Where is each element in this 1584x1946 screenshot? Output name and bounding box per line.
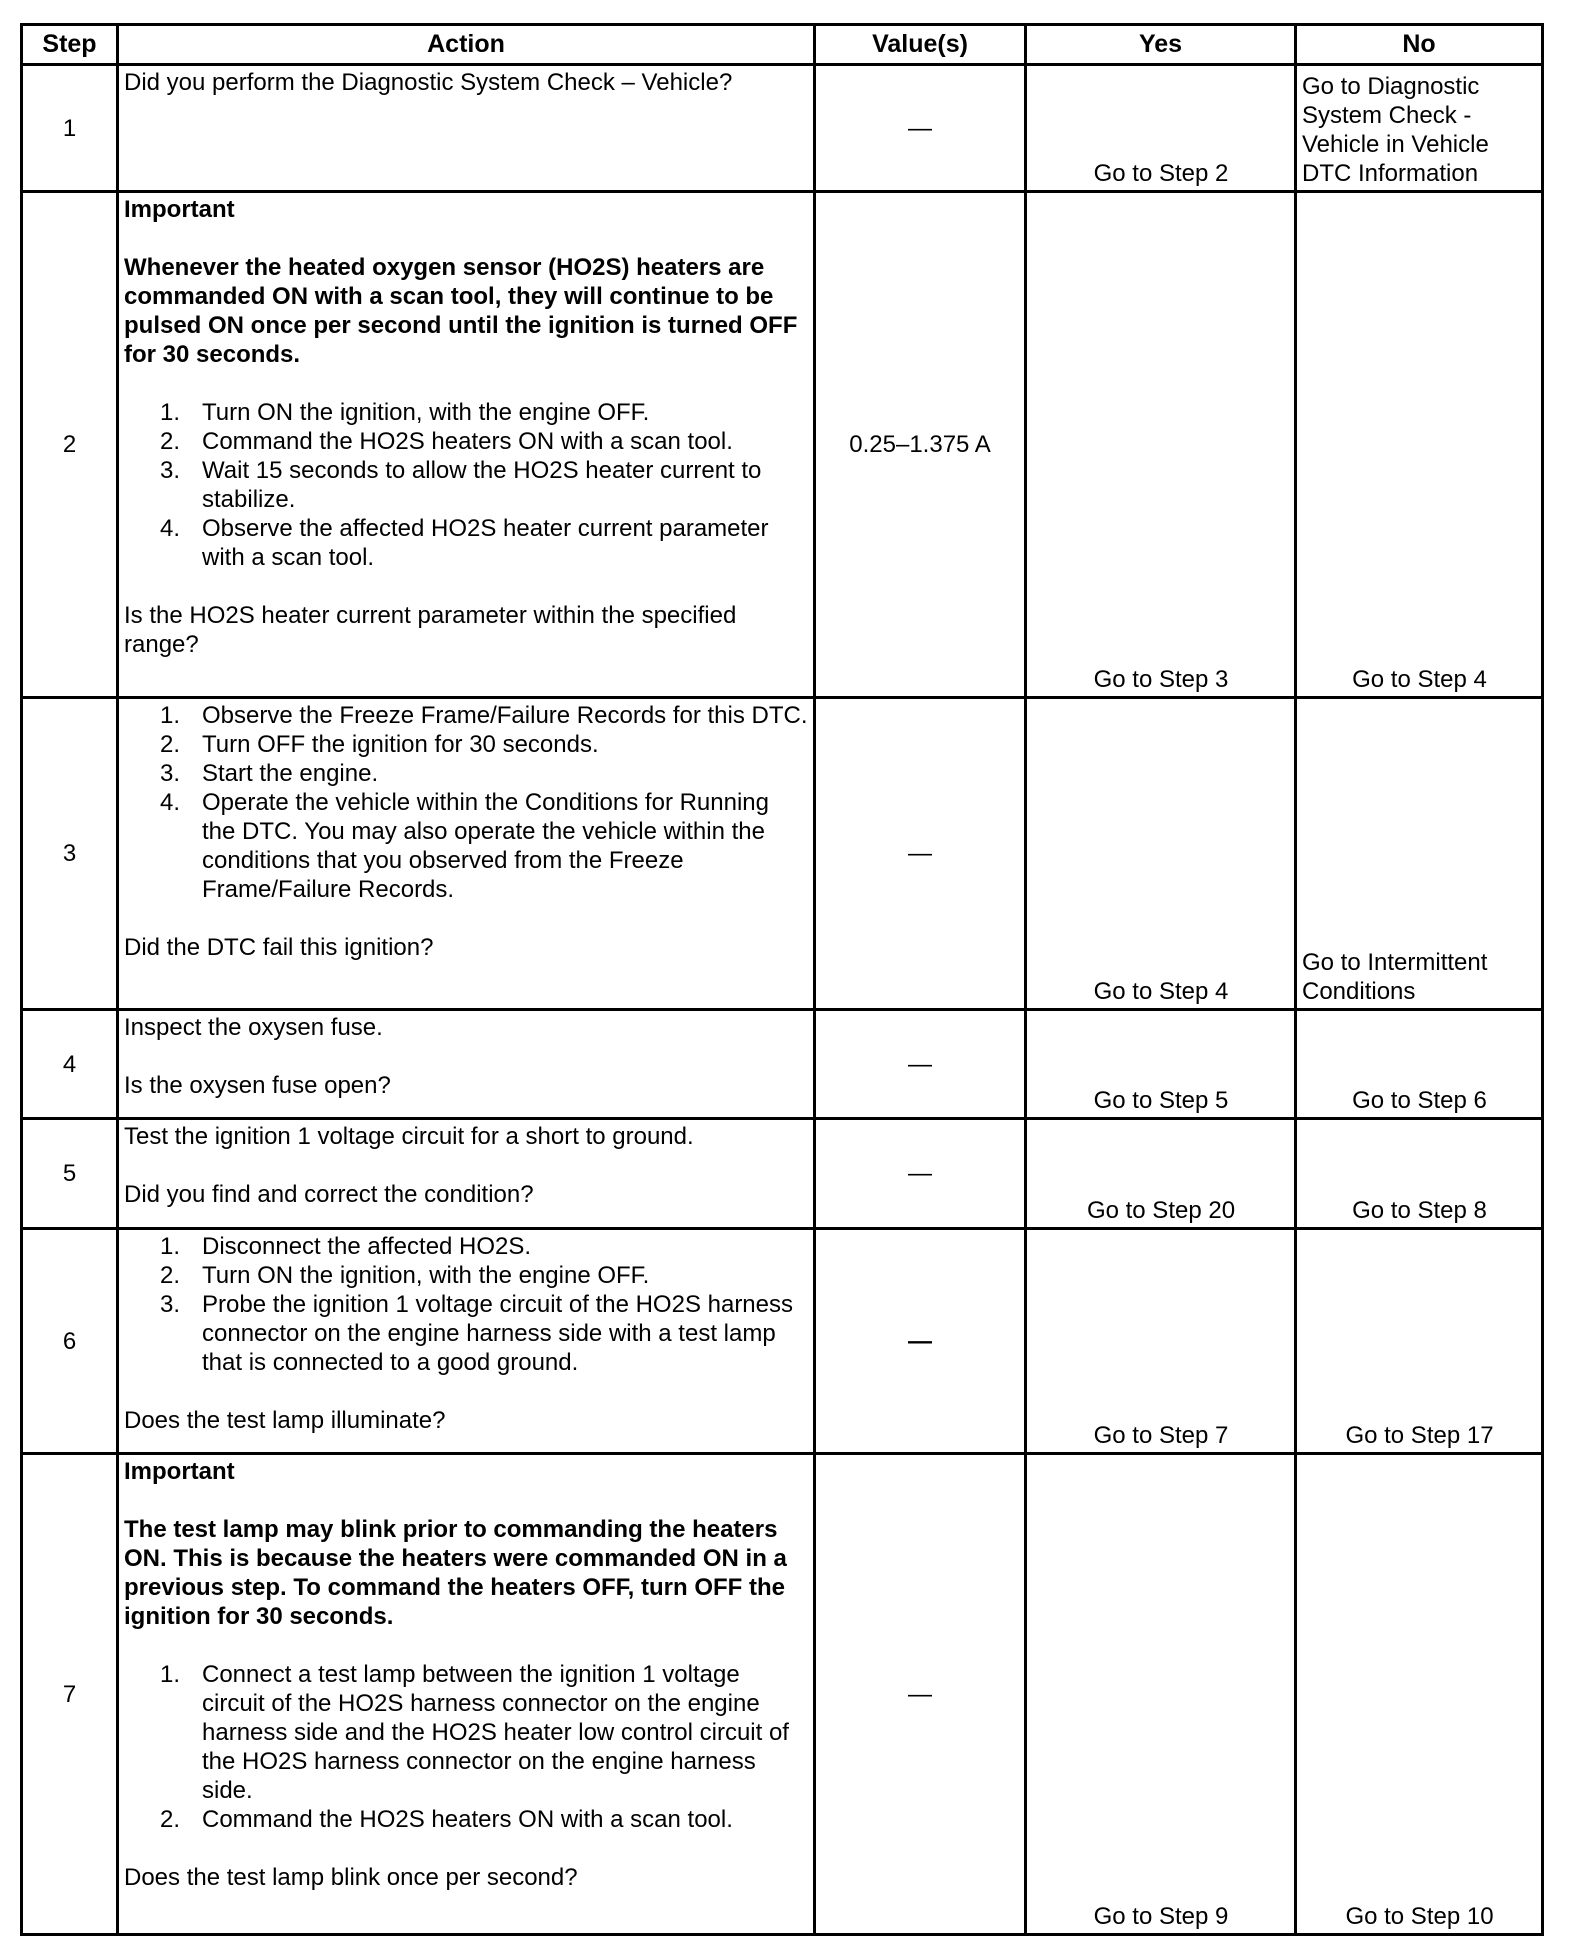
procedure-list	[124, 398, 809, 572]
question-text: Is the oxysen fuse open?	[124, 1072, 391, 1099]
value-cell: —	[815, 1119, 1026, 1229]
important-heading: Important	[124, 196, 235, 223]
important-heading: Important	[124, 1458, 235, 1485]
step-number: 5	[22, 1119, 118, 1229]
no-link[interactable]: Go to Step 4	[1352, 666, 1487, 693]
yes-link[interactable]: Go to Step 3	[1093, 666, 1229, 693]
no-link[interactable]: Go to Step 6	[1352, 1087, 1487, 1114]
question-text: Did the DTC fail this ignition?	[124, 934, 434, 961]
table-row-step-3	[22, 698, 1543, 1010]
header-step: Step	[22, 25, 118, 65]
table-row-step-6	[22, 1229, 1543, 1454]
yes-link[interactable]: Go to Step 9	[1093, 1903, 1229, 1930]
value-cell: —	[815, 65, 1026, 192]
procedure-list	[124, 701, 809, 904]
yes-link[interactable]: Go to Step 5	[1093, 1087, 1229, 1114]
header-row	[22, 25, 1543, 65]
question-text: Does the test lamp illuminate?	[124, 1407, 446, 1434]
list-item: 1. Turn ON the ignition, with the engine OFF.	[159, 399, 650, 426]
list-item: 1. Disconnect the affected HO2S.	[159, 1233, 532, 1260]
question-text: Does the test lamp blink once per second?	[124, 1864, 578, 1891]
action-text: Test the ignition 1 voltage circuit for a short to ground.	[124, 1123, 694, 1150]
yes-link[interactable]: Go to Step 4	[1093, 978, 1229, 1005]
important-note: Whenever the heated oxygen sensor (HO2S) heaters are commanded ON with a scan tool, they will continue to be pulsed ON once per second until the ignition is turned OFF for 30 seconds.	[124, 254, 798, 368]
list-item: 4. Observe the affected HO2S heater current parameter with a scan tool.	[159, 515, 769, 571]
action-text: Did you perform the Diagnostic System Check – Vehicle?	[124, 69, 733, 96]
value-cell: —	[815, 1010, 1026, 1119]
list-item: 2. Command the HO2S heaters ON with a scan tool.	[159, 428, 733, 455]
list-item: 1. Observe the Freeze Frame/Failure Records for this DTC.	[159, 702, 808, 729]
value-cell: 0.25–1.375 A	[815, 192, 1026, 698]
action-text: Inspect the oxysen fuse.	[124, 1014, 383, 1041]
no-link[interactable]: Go to Step 8	[1352, 1197, 1487, 1224]
table-row-step-5	[22, 1119, 1543, 1229]
value-cell: —	[815, 1454, 1026, 1935]
list-item: 1. Connect a test lamp between the ignition 1 voltage circuit of the HO2S harness connector on the engine harness side and the HO2S heater low control circuit of the HO2S harness connector on the engine harness side.	[159, 1661, 789, 1804]
step-number: 6	[22, 1229, 118, 1454]
important-note: The test lamp may blink prior to commanding the heaters ON. This is because the heaters were commanded ON in a previous step. To command the heaters OFF, turn OFF the ignition for 30 seconds.	[124, 1516, 787, 1630]
table-row-step-7	[22, 1454, 1543, 1935]
list-item: 2. Turn OFF the ignition for 30 seconds.	[159, 731, 599, 758]
no-link[interactable]: Go to Step 17	[1345, 1422, 1494, 1449]
no-link[interactable]: Go to Diagnostic System Check - Vehicle in Vehicle DTC Information	[1302, 73, 1489, 187]
table-row-step-2	[22, 192, 1543, 698]
list-item: 3. Start the engine.	[159, 760, 379, 787]
list-item: 2. Turn ON the ignition, with the engine OFF.	[159, 1262, 650, 1289]
header-no: No	[1296, 25, 1543, 65]
yes-link[interactable]: Go to Step 7	[1093, 1422, 1229, 1449]
list-item: 2. Command the HO2S heaters ON with a scan tool.	[159, 1806, 733, 1833]
procedure-list	[124, 1232, 809, 1377]
list-item: 4. Operate the vehicle within the Conditions for Running the DTC. You may also operate the vehicle within the conditions that you observed from the Freeze Frame/Failure Records.	[159, 789, 769, 903]
step-number: 2	[22, 192, 118, 698]
diagnostic-table	[20, 23, 1544, 1936]
list-item: 3. Probe the ignition 1 voltage circuit of the HO2S harness connector on the engine harness side with a test lamp that is connected to a good ground.	[159, 1291, 793, 1376]
step-number: 7	[22, 1454, 118, 1935]
header-values: Value(s)	[815, 25, 1026, 65]
yes-link[interactable]: Go to Step 2	[1093, 160, 1229, 187]
no-link[interactable]: Go to Step 10	[1345, 1903, 1494, 1930]
question-text: Did you find and correct the condition?	[124, 1181, 534, 1208]
table-row-step-1	[22, 65, 1543, 192]
table-row-step-4	[22, 1010, 1543, 1119]
question-text: Is the HO2S heater current parameter within the specified range?	[124, 602, 737, 658]
no-link[interactable]: Go to Intermittent Conditions	[1302, 949, 1488, 1005]
step-number: 3	[22, 698, 118, 1010]
value-cell: —	[815, 1229, 1026, 1454]
header-action: Action	[118, 25, 815, 65]
header-yes: Yes	[1026, 25, 1296, 65]
procedure-list	[124, 1660, 809, 1834]
step-number: 1	[22, 65, 118, 192]
step-number: 4	[22, 1010, 118, 1119]
yes-link[interactable]: Go to Step 20	[1086, 1197, 1236, 1224]
value-cell: —	[815, 698, 1026, 1010]
list-item: 3. Wait 15 seconds to allow the HO2S heater current to stabilize.	[159, 457, 762, 513]
